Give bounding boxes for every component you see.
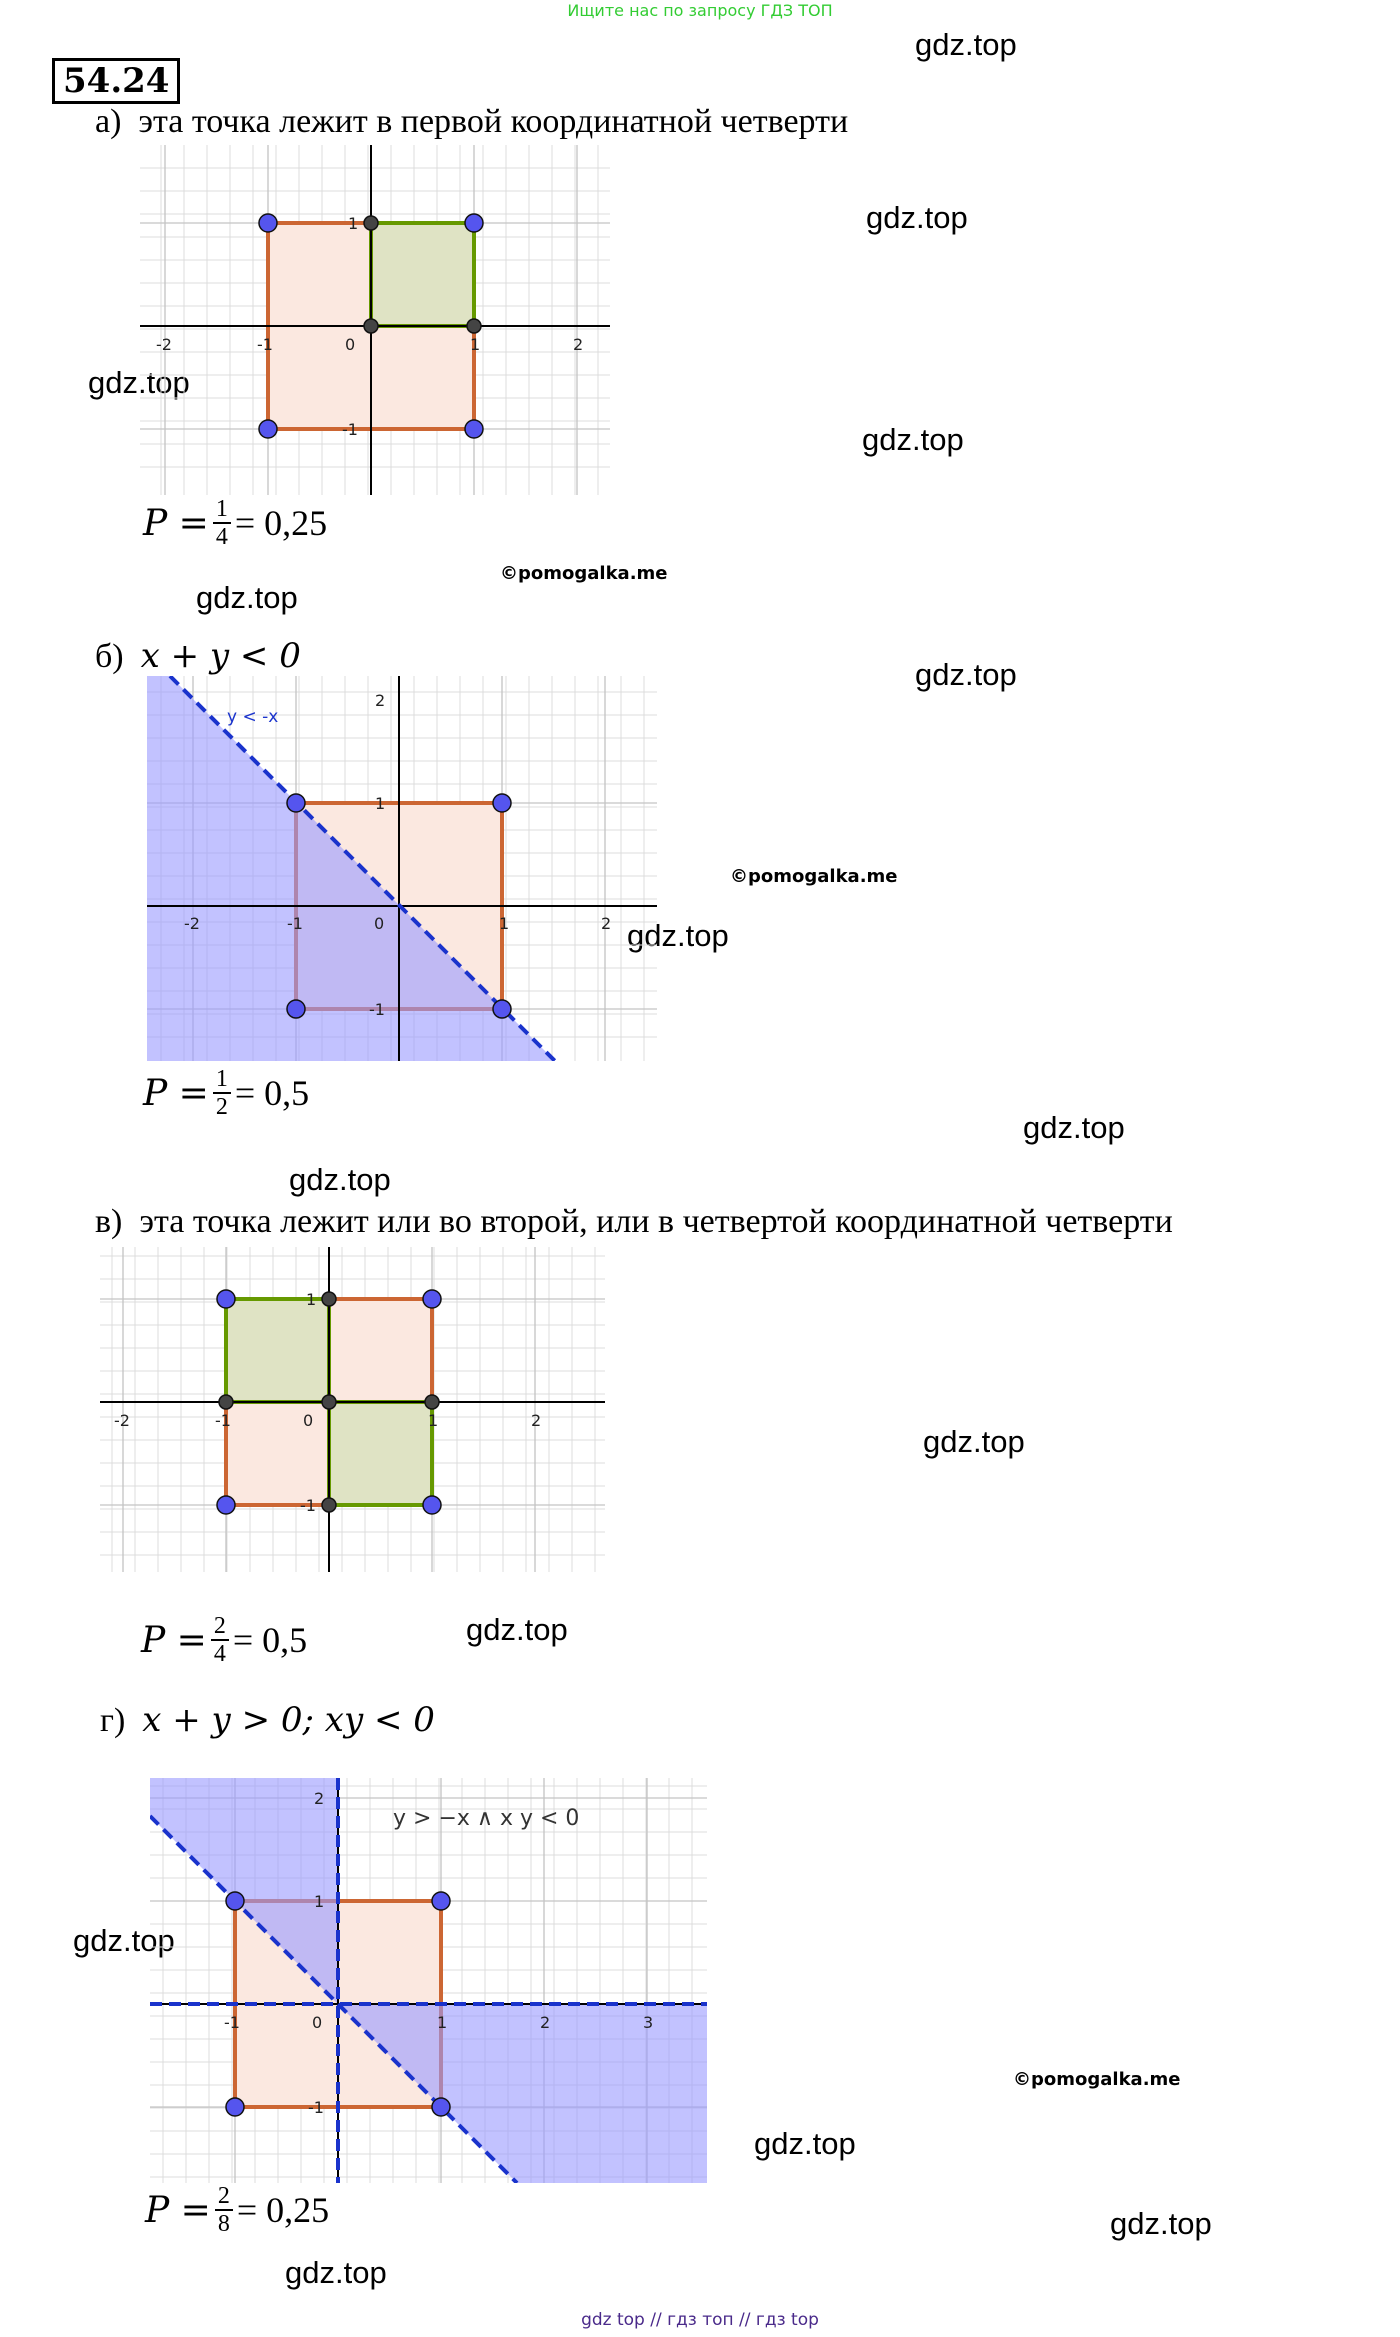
- part-d-statement: [100, 1700, 435, 1740]
- watermark: gdz.top: [285, 2255, 387, 2290]
- denominator: 2: [215, 1094, 228, 1120]
- vertex-point: [226, 2098, 244, 2116]
- axis-point: [219, 1395, 233, 1409]
- statement-text: x + y < 0: [140, 636, 301, 676]
- part-letter: а): [95, 103, 122, 140]
- part-b-statement: [95, 636, 301, 676]
- watermark: gdz.top: [88, 365, 190, 400]
- fraction: [215, 2183, 233, 2237]
- watermark: gdz.top: [1023, 1110, 1125, 1145]
- watermark: gdz.top: [1110, 2206, 1212, 2241]
- vertex-point: [217, 1496, 235, 1514]
- copyright: ©pomogalka.me: [1013, 2069, 1181, 2090]
- vertex-point: [226, 1892, 244, 1910]
- tick-label: 1: [306, 1290, 317, 1309]
- fraction: [213, 496, 231, 550]
- fraction: [211, 1613, 229, 1667]
- tick-label: -1: [287, 914, 303, 933]
- vertex-point: [432, 2098, 450, 2116]
- statement-text: эта точка лежит или во второй, или в четвертой координатной четверти: [139, 1203, 1173, 1240]
- axis-point: [467, 319, 481, 333]
- copyright: ©pomogalka.me: [730, 866, 898, 887]
- vertex-point: [465, 214, 483, 232]
- tick-label: 2: [601, 914, 612, 933]
- part-a-graph: [140, 145, 610, 495]
- tick-label: 2: [540, 2013, 551, 2032]
- statement-text: x + y > 0; xy < 0: [142, 1700, 435, 1740]
- watermark: gdz.top: [923, 1424, 1025, 1459]
- tick-label: -1: [342, 420, 358, 439]
- tick-label: -2: [184, 914, 200, 933]
- line-label: y < -x: [227, 707, 279, 727]
- vertex-point: [217, 1290, 235, 1308]
- result: = 0,25: [236, 2190, 330, 2230]
- p-label: P =: [143, 1072, 209, 1114]
- fourth-quadrant-region: [329, 1402, 432, 1505]
- tick-label: 0: [345, 335, 356, 354]
- tick-label: 2: [375, 691, 386, 710]
- tick-label: -1: [257, 335, 273, 354]
- tick-label: 3: [643, 2013, 654, 2032]
- part-c-graph: [100, 1247, 605, 1572]
- tick-label: 1: [428, 1411, 439, 1430]
- problem-number: 54.24: [52, 58, 180, 104]
- watermark: gdz.top: [196, 580, 298, 615]
- tick-label: -2: [114, 1411, 130, 1430]
- tick-label: 1: [314, 1892, 325, 1911]
- result: = 0,5: [234, 1073, 310, 1113]
- tick-label: -1: [369, 1000, 385, 1019]
- axis-point: [425, 1395, 439, 1409]
- footer-links[interactable]: gdz top // гдз топ // гдз top: [581, 2310, 819, 2330]
- watermark: gdz.top: [862, 422, 964, 457]
- axis-point: [322, 1395, 336, 1409]
- tick-label: 2: [531, 1411, 542, 1430]
- tick-label: 2: [314, 1789, 325, 1808]
- tick-label: -2: [156, 335, 172, 354]
- vertex-point: [287, 794, 305, 812]
- vertex-point: [259, 420, 277, 438]
- numerator: 2: [215, 2183, 233, 2211]
- region-label: y > −x ∧ x y < 0: [393, 1806, 580, 1831]
- tick-label: 1: [470, 335, 481, 354]
- vertex-point: [287, 1000, 305, 1018]
- part-a-probability: [143, 496, 327, 550]
- part-b-probability: [143, 1066, 309, 1120]
- part-d-graph: [150, 1778, 707, 2183]
- part-letter: б): [95, 638, 124, 675]
- result: = 0,25: [234, 503, 328, 543]
- denominator: 4: [215, 524, 228, 550]
- watermark: gdz.top: [754, 2126, 856, 2161]
- part-a-statement: [95, 103, 848, 141]
- tick-label: 1: [375, 794, 386, 813]
- second-quadrant-region: [226, 1299, 329, 1402]
- tick-label: 1: [437, 2013, 448, 2032]
- denominator: 4: [213, 1641, 226, 1667]
- result: = 0,5: [232, 1620, 308, 1660]
- tick-label: 0: [303, 1411, 314, 1430]
- watermark: gdz.top: [915, 657, 1017, 692]
- p-label: P =: [143, 502, 209, 544]
- statement-text: эта точка лежит в первой координатной четверти: [138, 103, 849, 140]
- axis-point: [364, 319, 378, 333]
- vertex-point: [259, 214, 277, 232]
- tick-label: -1: [224, 2013, 240, 2032]
- axis-point: [322, 1498, 336, 1512]
- tick-label: 1: [499, 914, 510, 933]
- part-letter: г): [100, 1702, 126, 1739]
- search-banner[interactable]: Ищите нас по запросу ГДЗ ТОП: [567, 1, 833, 20]
- tick-label: 2: [573, 335, 584, 354]
- tick-label: -1: [215, 1411, 231, 1430]
- axis-point: [322, 1292, 336, 1306]
- watermark: gdz.top: [466, 1612, 568, 1647]
- part-c-statement: [95, 1203, 1173, 1241]
- numerator: 2: [211, 1613, 229, 1641]
- part-c-probability: [141, 1613, 307, 1667]
- vertex-point: [423, 1290, 441, 1308]
- vertex-point: [493, 1000, 511, 1018]
- tick-label: -1: [300, 1496, 316, 1515]
- tick-label: 0: [312, 2013, 323, 2032]
- copyright: ©pomogalka.me: [500, 563, 668, 584]
- tick-label: -1: [308, 2098, 324, 2117]
- vertex-point: [465, 420, 483, 438]
- first-quadrant-region: [371, 223, 474, 326]
- vertex-point: [423, 1496, 441, 1514]
- denominator: 8: [217, 2211, 230, 2237]
- watermark: gdz.top: [627, 918, 729, 953]
- axis-point: [364, 216, 378, 230]
- watermark: gdz.top: [915, 27, 1017, 62]
- vertex-point: [432, 1892, 450, 1910]
- watermark: gdz.top: [289, 1162, 391, 1197]
- vertex-point: [493, 794, 511, 812]
- part-letter: в): [95, 1203, 123, 1240]
- part-b-graph: [147, 676, 657, 1061]
- p-label: P =: [145, 2189, 211, 2231]
- part-d-probability: [145, 2183, 329, 2237]
- tick-label: 1: [348, 214, 359, 233]
- numerator: 1: [213, 1066, 231, 1094]
- p-label: P =: [141, 1619, 207, 1661]
- watermark: gdz.top: [73, 1923, 175, 1958]
- tick-label: 0: [374, 914, 385, 933]
- fraction: [213, 1066, 231, 1120]
- numerator: 1: [213, 496, 231, 524]
- watermark: gdz.top: [866, 200, 968, 235]
